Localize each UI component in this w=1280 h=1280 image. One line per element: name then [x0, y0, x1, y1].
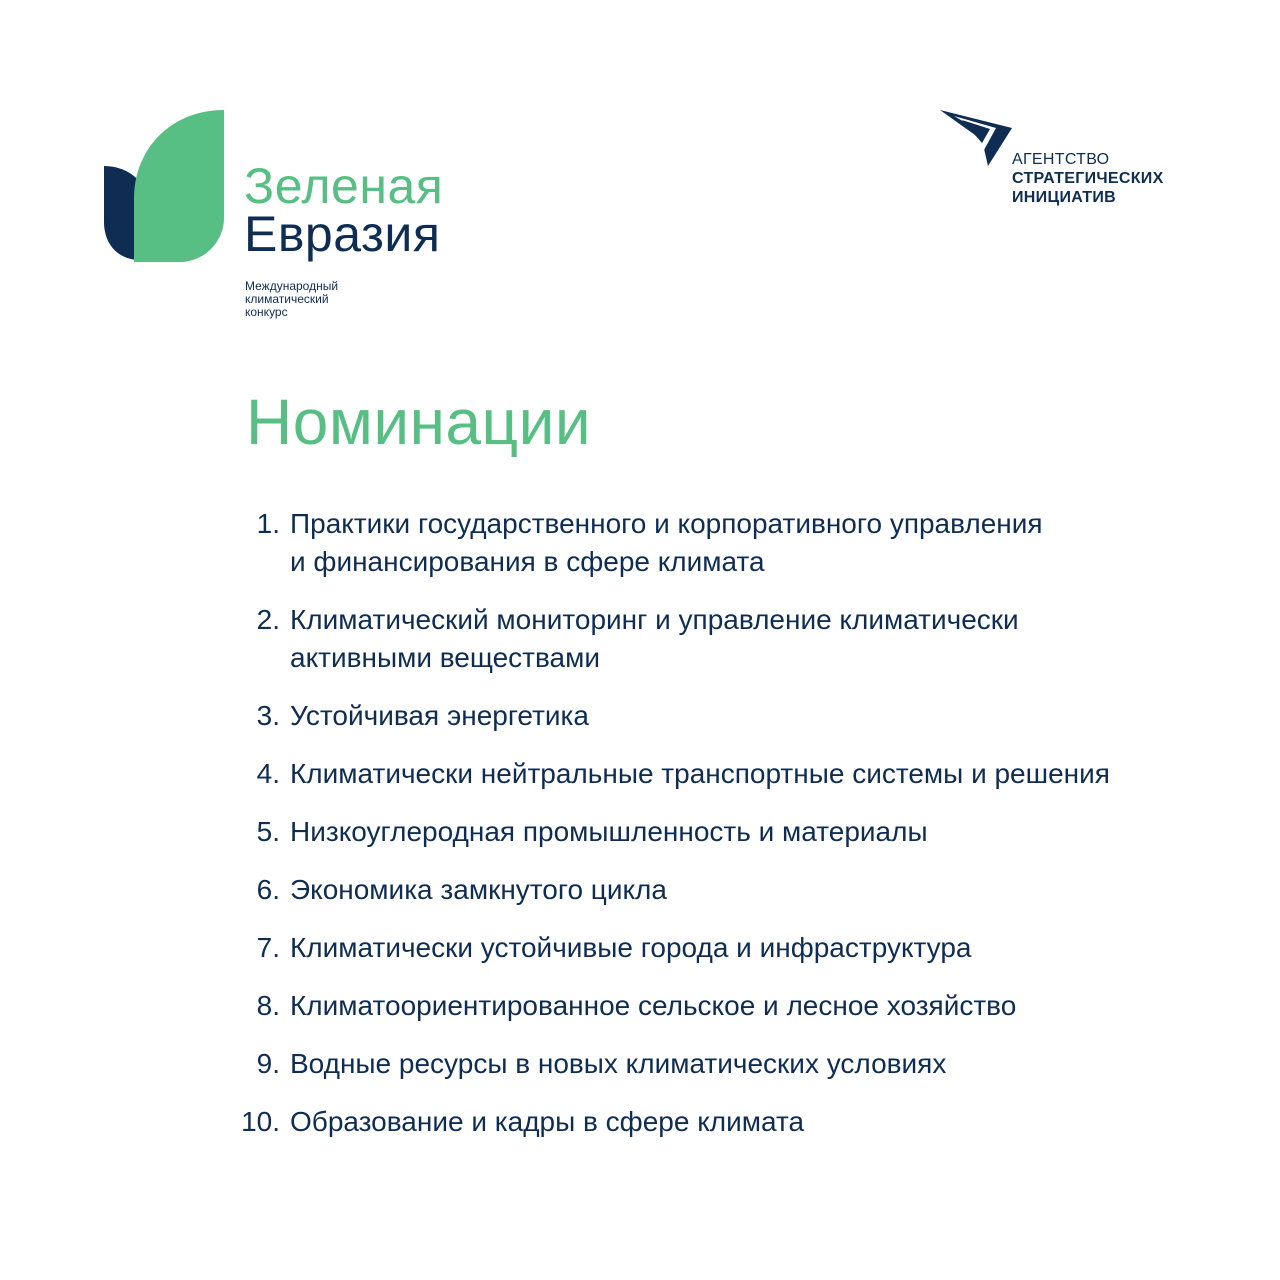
- list-item-text: Климатоориентированное сельское и лесное хозяйство: [290, 990, 1017, 1021]
- list-item-number: 4.: [256, 758, 280, 789]
- brand-subtitle-line1: Международный: [245, 279, 339, 293]
- brand-name-line1: Зеленая: [244, 158, 444, 214]
- leaf-icon: [104, 110, 226, 262]
- list-item: [230, 1045, 1240, 1083]
- list-item-text: Климатический мониторинг и управление климатически активными веществами: [290, 604, 1019, 673]
- list-item-number: 3.: [256, 700, 280, 731]
- list-item-number: 7.: [256, 932, 280, 963]
- brand-subtitle: [245, 280, 338, 319]
- list-item-number: 2.: [256, 604, 280, 635]
- list-item-number: 8.: [256, 990, 280, 1021]
- green-eurasia-logo: [104, 110, 484, 330]
- list-item: [230, 1103, 1240, 1141]
- list-item-text: Практики государственного и корпоративного управления и финансирования в сфере климата: [290, 508, 1043, 577]
- list-item-text: Образование и кадры в сфере климата: [290, 1106, 805, 1137]
- list-item-text: Водные ресурсы в новых климатических условиях: [290, 1048, 947, 1079]
- list-item: [230, 601, 1240, 677]
- list-item-number: 5.: [256, 816, 280, 847]
- list-item-text: Устойчивая энергетика: [290, 700, 589, 731]
- brand-name: [244, 158, 444, 262]
- brand-subtitle-line3: конкурс: [245, 305, 288, 319]
- list-item-number: 6.: [256, 874, 280, 905]
- list-item: [230, 697, 1240, 735]
- list-item: [230, 929, 1240, 967]
- list-item: [230, 755, 1240, 793]
- agency-name-line3: ИНИЦИАТИВ: [1012, 189, 1117, 206]
- list-item-text: Климатически нейтральные транспортные системы и решения: [290, 758, 1110, 789]
- list-item-text: Климатически устойчивые города и инфраструктура: [290, 932, 972, 963]
- brand-subtitle-line2: климатический: [245, 292, 329, 306]
- page-title: Номинации: [246, 386, 592, 458]
- list-item: [230, 505, 1240, 581]
- agency-name: [1012, 150, 1164, 207]
- nominations-list: [230, 505, 1240, 1161]
- brand-name-line2: Евразия: [244, 206, 441, 262]
- list-item-number: 1.: [256, 508, 280, 539]
- list-item-number: 10.: [241, 1106, 280, 1137]
- list-item: [230, 987, 1240, 1025]
- list-item: [230, 871, 1240, 909]
- list-item-text: Экономика замкнутого цикла: [290, 874, 667, 905]
- list-item-number: 9.: [256, 1048, 280, 1079]
- agency-logo: [940, 110, 1200, 220]
- arrow-chevron-icon: [940, 110, 1014, 168]
- agency-name-line2: СТРАТЕГИЧЕСКИХ: [1012, 170, 1164, 187]
- list-item-text: Низкоуглеродная промышленность и материалы: [290, 816, 928, 847]
- agency-name-line1: АГЕНТСТВО: [1012, 151, 1110, 168]
- list-item: [230, 813, 1240, 851]
